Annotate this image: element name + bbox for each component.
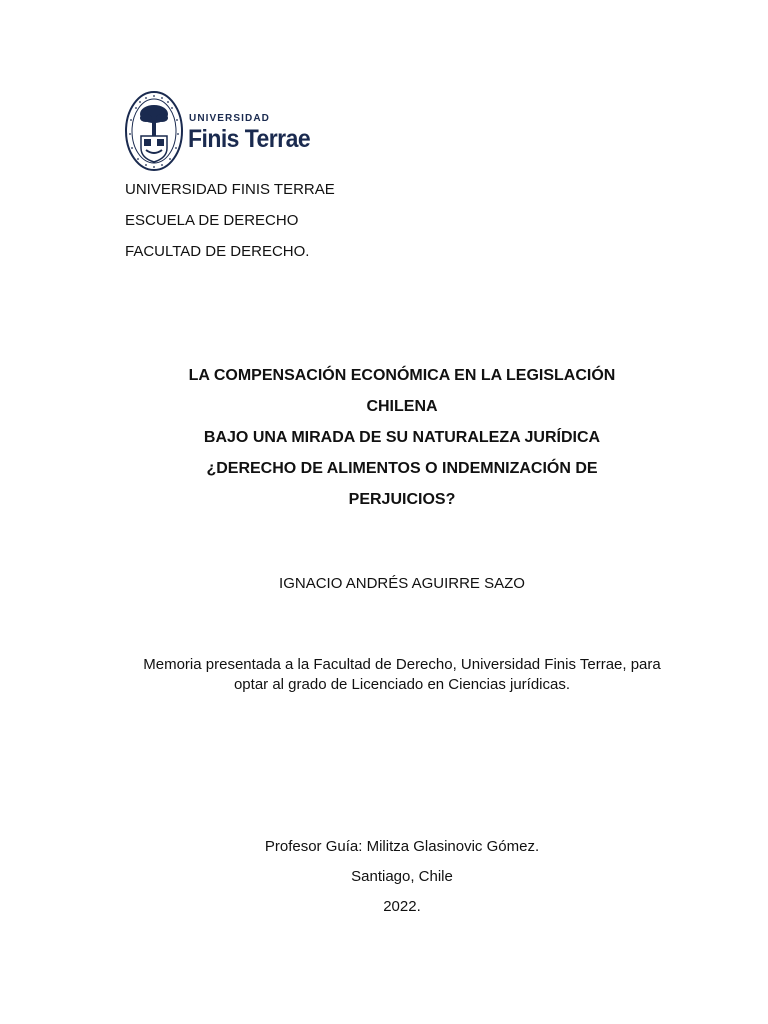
title-line: ¿DERECHO DE ALIMENTOS O INDEMNIZACIÓN DE [206, 460, 598, 477]
memoria-line: optar al grado de Licenciado en Ciencias jurídicas. [233, 676, 571, 693]
logo-finis-terrae-text: Finis Terrae [188, 125, 311, 153]
title-line: PERJUICIOS? [348, 491, 456, 508]
university-logo [124, 90, 329, 172]
title-line: BAJO UNA MIRADA DE SU NATURALEZA JURÍDICA [203, 429, 601, 446]
location-line: Santiago, Chile [351, 868, 453, 885]
university-seal-icon [124, 90, 184, 172]
author-name: IGNACIO ANDRÉS AGUIRRE SAZO [279, 575, 525, 592]
thesis-title [100, 360, 704, 515]
title-line: CHILENA [366, 398, 438, 415]
institution-university: UNIVERSIDAD FINIS TERRAE [125, 181, 335, 198]
advisor-line: Profesor Guía: Militza Glasinovic Gómez. [264, 838, 540, 855]
logo-universidad-text: UNIVERSIDAD [189, 113, 270, 124]
year-line: 2022. [383, 898, 421, 915]
institution-school: ESCUELA DE DERECHO [125, 212, 299, 229]
memoria-line: Memoria presentada a la Facultad de Derecho, Universidad Finis Terrae, para [143, 656, 661, 673]
title-line: LA COMPENSACIÓN ECONÓMICA EN LA LEGISLACIÓN [188, 367, 616, 384]
institution-faculty: FACULTAD DE DERECHO. [125, 243, 310, 260]
memoria-statement [100, 655, 704, 695]
